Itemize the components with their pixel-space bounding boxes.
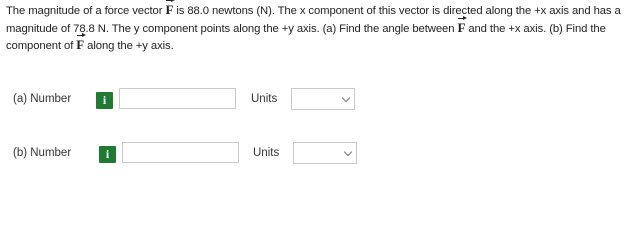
vector-f-symbol: F xyxy=(457,19,466,35)
vector-f-symbol: F xyxy=(165,2,174,17)
part-b-units-select[interactable] xyxy=(293,142,357,164)
part-b-units-label: Units xyxy=(253,147,280,159)
vector-f-symbol: F xyxy=(76,37,85,52)
problem-text-1: The magnitude of a force vector xyxy=(6,5,166,17)
answer-row-a xyxy=(0,86,641,116)
problem-text-3: and the +x axis. (b) Find the component of xyxy=(6,22,606,52)
problem-text-2: is 88.0 newtons (N). The x component of this vector is directed along the +x axis and has a magnitude of 78.8 N. The y component points along the +y axis. (a) Find the angle between xyxy=(6,5,621,35)
part-a-units-select[interactable] xyxy=(291,88,355,110)
part-b-number-input[interactable] xyxy=(122,142,239,163)
problem-statement xyxy=(6,3,638,56)
answer-row-b xyxy=(0,140,641,170)
part-a-label: (a) Number xyxy=(13,93,72,105)
chevron-down-icon xyxy=(342,94,350,102)
info-icon[interactable]: i xyxy=(99,146,116,163)
part-a-units-label: Units xyxy=(251,93,278,105)
part-a-number-input[interactable] xyxy=(119,88,236,109)
part-b-label: (b) Number xyxy=(13,147,72,159)
chevron-down-icon xyxy=(344,148,352,156)
problem-text-4: along the +y axis. xyxy=(84,40,174,52)
info-icon[interactable]: i xyxy=(96,92,113,109)
